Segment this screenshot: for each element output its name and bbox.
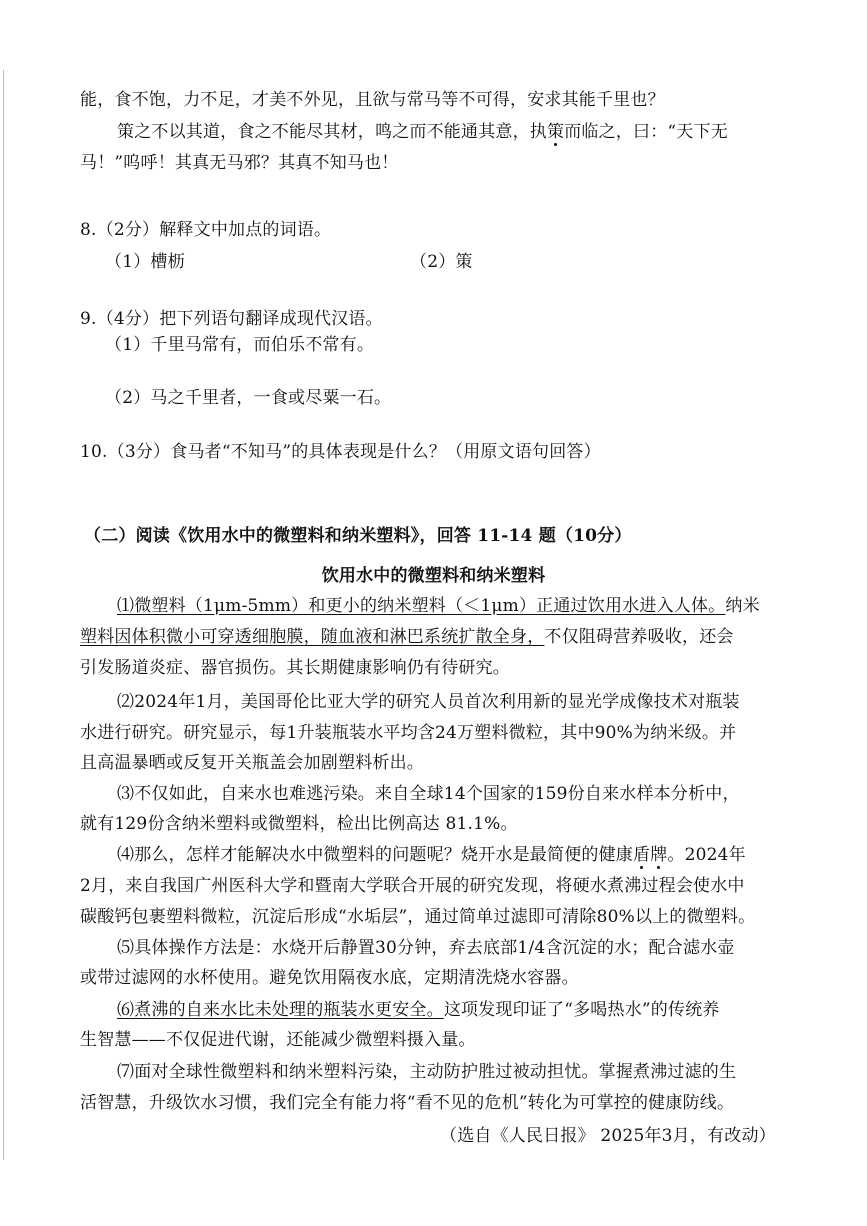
question-10-stem: 10.（3分）食马者“不知马”的具体表现是什么？（用原文语句回答）: [80, 442, 601, 462]
paragraph-7-line-1: ⑺面对全球性微塑料和纳米塑料污染，主动防护胜过被动担忧。掌握煮沸过滤的生: [117, 1062, 737, 1082]
paragraph-1-line-3: 引发肠道炎症、器官损伤。其长期健康影响仍有待研究。: [80, 658, 510, 678]
paragraph-2-line-2: 水进行研究。研究显示，每1升装瓶装水平均含24万塑料微粒，其中90%为纳米级。并: [80, 723, 737, 743]
passage-line-1: 能，食不饱，力不足，才美不外见，且欲与常马等不可得，安求其能千里也？: [80, 90, 665, 110]
paragraph-2-line-1: ⑵2024年1月，美国哥伦比亚大学的研究人员首次利用新的显光学成像技术对瓶装: [117, 692, 740, 712]
question-9-item-1: （1）千里马常有，而伯乐不常有。: [105, 335, 375, 355]
paragraph-6-line-1: ⑹煮沸的自来水比未处理的瓶装水更安全。这项发现印证了“多喝热水”的传统养: [117, 1000, 720, 1020]
passage-line-3: 马！”呜呼！其真无马邪？其真不知马也！: [80, 153, 399, 173]
passage-line-2: 策之不以其道，食之不能尽其材，鸣之而不能通其意，执策而临之，曰：“天下无: [117, 122, 728, 142]
paragraph-5-line-1: ⑸具体操作方法是：水烧开后静置30分钟，弃去底部1/4含沉淀的水；配合滤水壶: [117, 938, 735, 958]
dotted-char-pai: 牌: [650, 845, 668, 865]
paragraph-1-line-2: 塑料因体积微小可穿透细胞膜，随血液和淋巴系统扩散全身，不仅阻碍营养吸收，还会: [80, 627, 734, 647]
question-8-item-1: （1）槽枥: [105, 252, 185, 272]
paragraph-3-line-2: 就有129份含纳米塑料或微塑料，检出比例高达 81.1%。: [80, 814, 518, 834]
question-8-stem: 8.（2分）解释文中加点的词语。: [80, 220, 332, 240]
paragraph-2-line-3: 且高温暴晒或反复开关瓶盖会加剧塑料析出。: [80, 753, 424, 773]
dotted-word-ce: 策: [547, 122, 565, 142]
dotted-char-dun: 盾: [633, 845, 651, 865]
section-2-heading: （二）阅读《饮用水中的微塑料和纳米塑料》，回答 11-14 题（10分）: [84, 526, 632, 546]
paragraph-5-line-2: 或带过滤网的水杯使用。避免饮用隔夜水底，定期清洗烧水容器。: [80, 968, 579, 988]
article-title: 饮用水中的微塑料和纳米塑料: [321, 566, 546, 586]
question-9-item-2: （2）马之千里者，一食或尽粟一石。: [105, 388, 392, 408]
paragraph-4-line-3: 碳酸钙包裹塑料微粒，沉淀后形成“水垢层”，通过简单过滤即可清除80%以上的微塑料。: [80, 907, 756, 927]
paragraph-7-line-2: 活智慧，升级饮水习惯，我们完全有能力将“看不见的危机”转化为可掌控的健康防线。: [80, 1093, 735, 1113]
paragraph-4-line-2: 2月，来自我国广州医科大学和暨南大学联合开展的研究发现，将硬水煮沸过程会使水中: [80, 876, 745, 896]
paragraph-1-line-1: ⑴微塑料（1μm-5mm）和更小的纳米塑料（＜1μm）正通过饮用水进入人体。纳米: [117, 596, 760, 616]
source-citation: （选自《人民日报》 2025年3月，有改动）: [440, 1126, 776, 1146]
question-9-stem: 9.（4分）把下列语句翻译成现代汉语。: [80, 309, 383, 329]
paragraph-6-line-2: 生智慧——不仅促进代谢，还能减少微塑料摄入量。: [80, 1030, 476, 1050]
page-edge-line: [3, 70, 4, 1160]
paragraph-4-line-1: ⑷那么，怎样才能解决水中微塑料的问题呢？烧开水是最简便的健康盾牌。2024年: [117, 845, 746, 865]
paragraph-3-line-1: ⑶不仅如此，自来水也难逃污染。来自全球14个国家的159份自来水样本分析中，: [117, 784, 740, 804]
question-8-item-2: （2）策: [410, 252, 473, 272]
